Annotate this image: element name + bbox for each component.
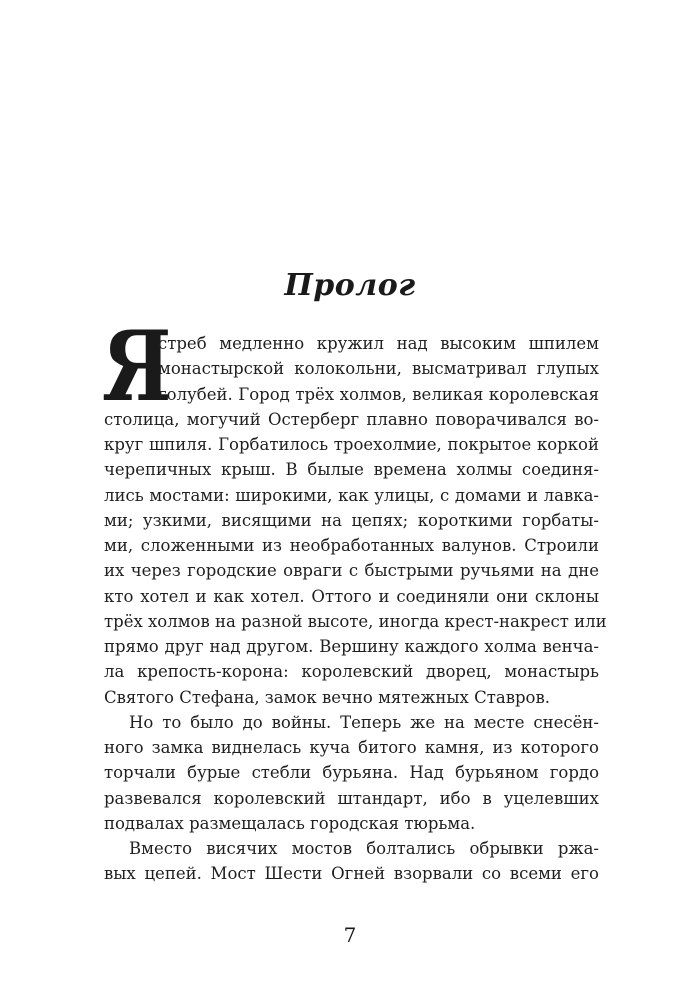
text-line: прямо друг над другом. Вершину каждого холма венча- bbox=[104, 637, 599, 656]
page-number: 7 bbox=[343, 923, 357, 947]
text-line: трёх холмов на разной высоте, иногда крест-накрест или bbox=[104, 611, 607, 631]
text-line: ми; узкими, висящими на цепях; короткими горбаты- bbox=[104, 510, 599, 530]
text-line: ми, сложенными из необработанных валунов. Строили bbox=[104, 536, 599, 555]
text-line: торчали бурые стебли бурьяна. Над бурьяном гордо bbox=[104, 763, 599, 783]
text-line: голубей. Город трёх холмов, великая королевская bbox=[158, 384, 599, 404]
text-line: Святого Стефана, замок вечно мятежных Ставров. bbox=[104, 687, 551, 707]
drop-cap-letter: Я bbox=[102, 310, 172, 423]
text-line: ного замка виднелась куча битого камня, из которого bbox=[104, 738, 599, 757]
text-line: круг шпиля. Горбатилось троехолмие, покрытое коркой bbox=[104, 435, 599, 454]
text-line: черепичных крыш. В былые времена холмы соединя- bbox=[104, 460, 599, 480]
text-line: вых цепей. Мост Шести Огней взорвали со всеми его bbox=[104, 864, 599, 884]
text-line: Вместо висячих мостов болтались обрывки ржа- bbox=[129, 839, 599, 858]
text-line: Но то было до войны. Теперь же на месте снесён- bbox=[129, 712, 599, 732]
text-line: кто хотел и как хотел. Оттого и соединяли они склоны bbox=[104, 586, 599, 606]
text-line: лись мостами: широкими, как улицы, с домами и лавка- bbox=[104, 485, 599, 505]
text-line: подвалах размещалась городская тюрьма. bbox=[104, 813, 476, 833]
text-line: их через городские овраги с быстрыми ручьями на дне bbox=[104, 561, 599, 581]
text-line: столица, могучий Остерберг плавно поворачивался во- bbox=[104, 409, 599, 429]
body-text bbox=[104, 331, 607, 887]
text-line: стреб медленно кружил над высоким шпилем bbox=[158, 334, 599, 353]
text-line: развевался королевский штандарт, ибо в уцелевших bbox=[104, 788, 599, 808]
text-line: ла крепость-корона: королевский дворец, монастырь bbox=[104, 662, 599, 682]
text-line: монастырской колокольни, высматривал глупых bbox=[158, 359, 599, 379]
chapter-title: Пролог bbox=[284, 268, 416, 303]
